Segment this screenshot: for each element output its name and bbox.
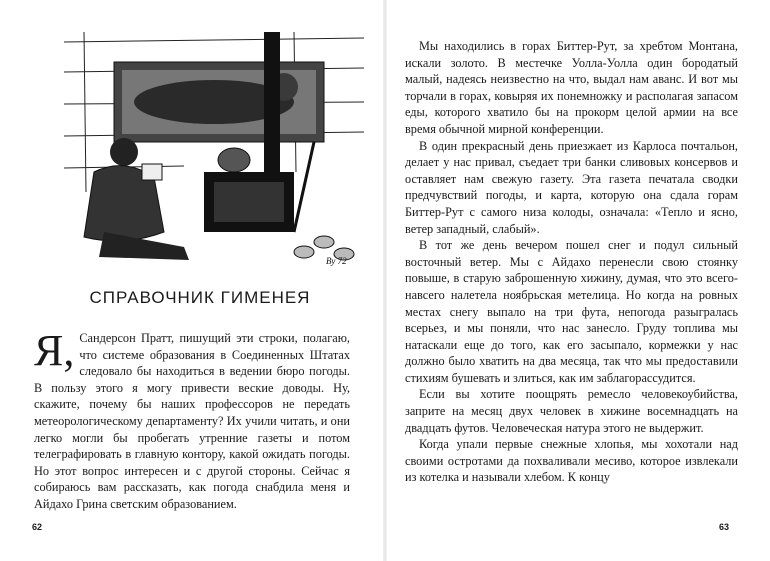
chapter-title: СПРАВОЧНИК ГИМЕНЕЯ xyxy=(89,288,311,307)
dropcap: Я, xyxy=(34,326,75,375)
right-body-text xyxy=(405,38,738,486)
page-number-left: 62 xyxy=(32,522,43,532)
right-page xyxy=(385,0,770,561)
paragraph: Мы находились в горах Биттер-Рут, за хребтом Монтана, искали золото. В местечке Уолла-Уолла один бородатый малый, надеясь неизвестно на что, выдал нам аванс. И вот мы торчали в горах, ковыряя их понемножку и располагая запасом еды, которого хватило бы на прокорм целой армии на все время обычной мирной конференции. xyxy=(405,39,738,136)
left-body-text xyxy=(34,326,350,513)
page-number-right: 63 xyxy=(719,522,730,532)
cabin-illustration xyxy=(64,32,364,272)
paragraph-1: Сандерсон Пратт, пишущий эти строки, полагаю, что системе образования в Соединенных Штатах следовало бы находиться в ведении бюро погоды. В пользу этого я могу привести веские доводы. Ну, скажите, почему бы наших профессоров не передать метеорологическому департаменту? Их учили читать, и они легко могли бы пробегать утренние газеты и потом телеграфировать в главную контору, какой ожидать погоды. Но этот вопрос интересен и с другой стороны. Сейчас я собираюсь вам рассказать, как погода снабдила меня и Айдахо Грина светским образованием. xyxy=(34,331,350,511)
paragraph: Если вы хотите поощрять ремесло человекоубийства, заприте на месяц двух человек в хижине восемнадцать на двадцать футов. Человеческая натура этого не выдержит. xyxy=(405,387,738,435)
illustration-signature: Ву 72 xyxy=(326,256,347,266)
paragraph: Когда упали первые снежные хлопья, мы хохотали над своими остротами да похваливали месиво, которое извлекали из котелка и называли хлебом. К концу xyxy=(405,437,738,485)
paragraph: В тот же день вечером пошел снег и подул сильный восточный ветер. Мы с Айдахо перенесли свою стоянку повыше, в старую заброшенную хижину, думая, что это всего-навсего налетела ноябрьская метелица. Но когда на ровных местах снегу выпало на три фута, непогода разыгралась всерьез, и мы поняли, что нас занесло. Груду топлива мы натаскали еще до того, как его засыпало, кормежки у нас должно было хватить на два месяца, так что мы предоставили стихиям бушевать и злиться, как им заблагорассудится. xyxy=(405,238,738,385)
paragraph: В один прекрасный день приезжает из Карлоса почтальон, делает у нас привал, съедает три банки сливовых консервов и оставляет нам свежую газету. Эта газета печатала сводки предчувствий погоды, и карта, которую она сдала горам Биттер-Рут с самого низа колоды, означала: «Тепло и ясно, ветер западный, слабый». xyxy=(405,138,738,236)
